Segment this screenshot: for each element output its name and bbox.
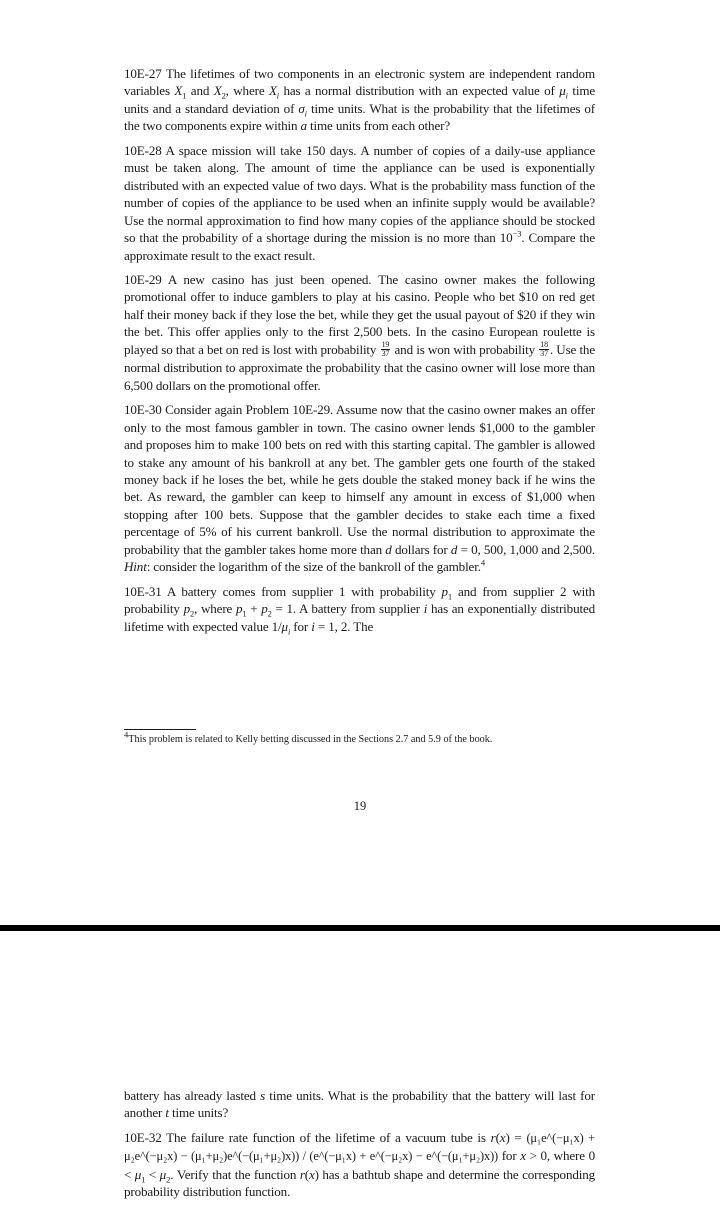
fraction-18-37: $\frac{18}{37}$ xyxy=(540,340,548,359)
page-19-text xyxy=(124,65,595,635)
problem-label: 10E-31 xyxy=(124,583,162,599)
failure-rate-formula: (μ₁e^(−μ₁x) + μ₂e^(−μ₂x) − (μ₁+μ₂)e^(−(μ₁+μ₂)x)) / (e^(−μ₁x) + e^(−μ₂x) − e^(−(μ₁+μ₂)x)) xyxy=(124,1130,596,1164)
problem-label: 10E-28 xyxy=(124,142,162,158)
problem-10e-28: 10E-28 A space mission will take 150 days. A number of copies of a daily-use appliance must be taken along. The amount of time the appliance can be used is exponentially distributed with an expected value of two days. What is the probability mass function of the number of copies of the appliance to be used when an infinite supply would be available? Use the normal approximation to find how many copies of the appliance should be stocked so that the probability of a shortage during the mission is no more than $10^{-3}$. Compare the approximate result to the exact result. xyxy=(124,142,595,263)
fraction-19-37: $\frac{19}{37}$ xyxy=(381,340,390,359)
problem-10e-29: 10E-29 A new casino has just been opened. The casino owner makes the following promotional offer to induce gamblers to play at his casino. People who bet $10 on red get half their money back if they lose the bet, while they get the usual payout of $20 if they win the bet. This offer applies only to the first 2,500 bets. In the casino European roulette is played so that a bet on red is lost with probability $\frac{19}{37}$ and is won with probability $\frac{18}{37}$ . Use the normal distribution to approximate the probability that the casino owner will lose more than 6,500 dollars on the promotional offer. xyxy=(124,271,595,393)
problem-10e-27: 10E-27 The lifetimes of two components in an electronic system are independent random variables $X_1$ and $X_2$, where $X_i$ has a normal distribution with an expected value of $\mu_i$ time units and a standard deviation of $\sigma_i$ time units. What is the probability that the lifetimes of the two components expire within a time units from each other? xyxy=(124,66,596,134)
footnote-rule xyxy=(124,729,196,730)
problem-10e-31: 10E-31 A battery comes from supplier 1 with probability $p_1$ and from supplier 2 with probability $p_2$, where $p_1 + p_2 = 1$. A battery from supplier i has an exponentially distributed lifetime with expected value $1/\mu_i$ for i = 1, 2. The xyxy=(124,583,596,637)
page-number: 19 xyxy=(353,799,367,813)
problem-10e-31-continued: battery has already lasted s time units. What is the probability that the battery will last for another t time units? xyxy=(124,1088,596,1121)
footnote-marker: 4 xyxy=(480,557,485,568)
problem-label: 10E-32 xyxy=(124,1129,162,1145)
problem-10e-32: 10E-32 The failure rate function of the lifetime of a vacuum tube is r(x) = (μ₁e^(−μ₁x) + μ₂e^(−μ₂x) − (μ₁+μ₂)e^(−(μ₁+μ₂)x)) / (e^(−μ₁x) + e^(−μ₂x) − e^(−(μ₁+μ₂)x)) for x > 0, where $0 < \mu_1 < \mu_2$. Verify that the function r(x) has a bathtub shape and determine the corresponding probability distribution function. xyxy=(124,1129,596,1200)
footnote: $^4$This problem is related to Kelly betting discussed in the Sections 2.7 and 5.9 of the book. xyxy=(124,729,493,745)
problem-label: 10E-29 xyxy=(124,271,162,287)
problem-label: 10E-30 xyxy=(124,402,162,418)
problem-label: 10E-27 xyxy=(124,66,162,81)
page-20-text xyxy=(124,1087,595,1201)
problem-10e-30: 10E-30 Consider again Problem 10E-29. Assume now that the casino owner makes an offer only to the most famous gambler in town. The casino owner lends $1,000 to the gambler and proposes him to make 100 bets on red with this starting capital. The gambler is allowed to stake any amount of his bankroll at any bet. The gambler gets one fourth of the staked money back if he loses the bet, while he gets double the staked money back if he wins the bet. As reward, the gambler can keep to himself any amount in excess of $1,000 when stopping after 100 bets. Suppose that the gambler decides to stake each time a fixed percentage of 5% of his current bankroll. Use the normal distribution to approximate the probability that the gambler takes home more than d dollars for d = 0, 500, 1,000 and 2,500. Hint: consider the logarithm of the size of the bankroll of the gambler.$^4$ xyxy=(124,402,595,575)
